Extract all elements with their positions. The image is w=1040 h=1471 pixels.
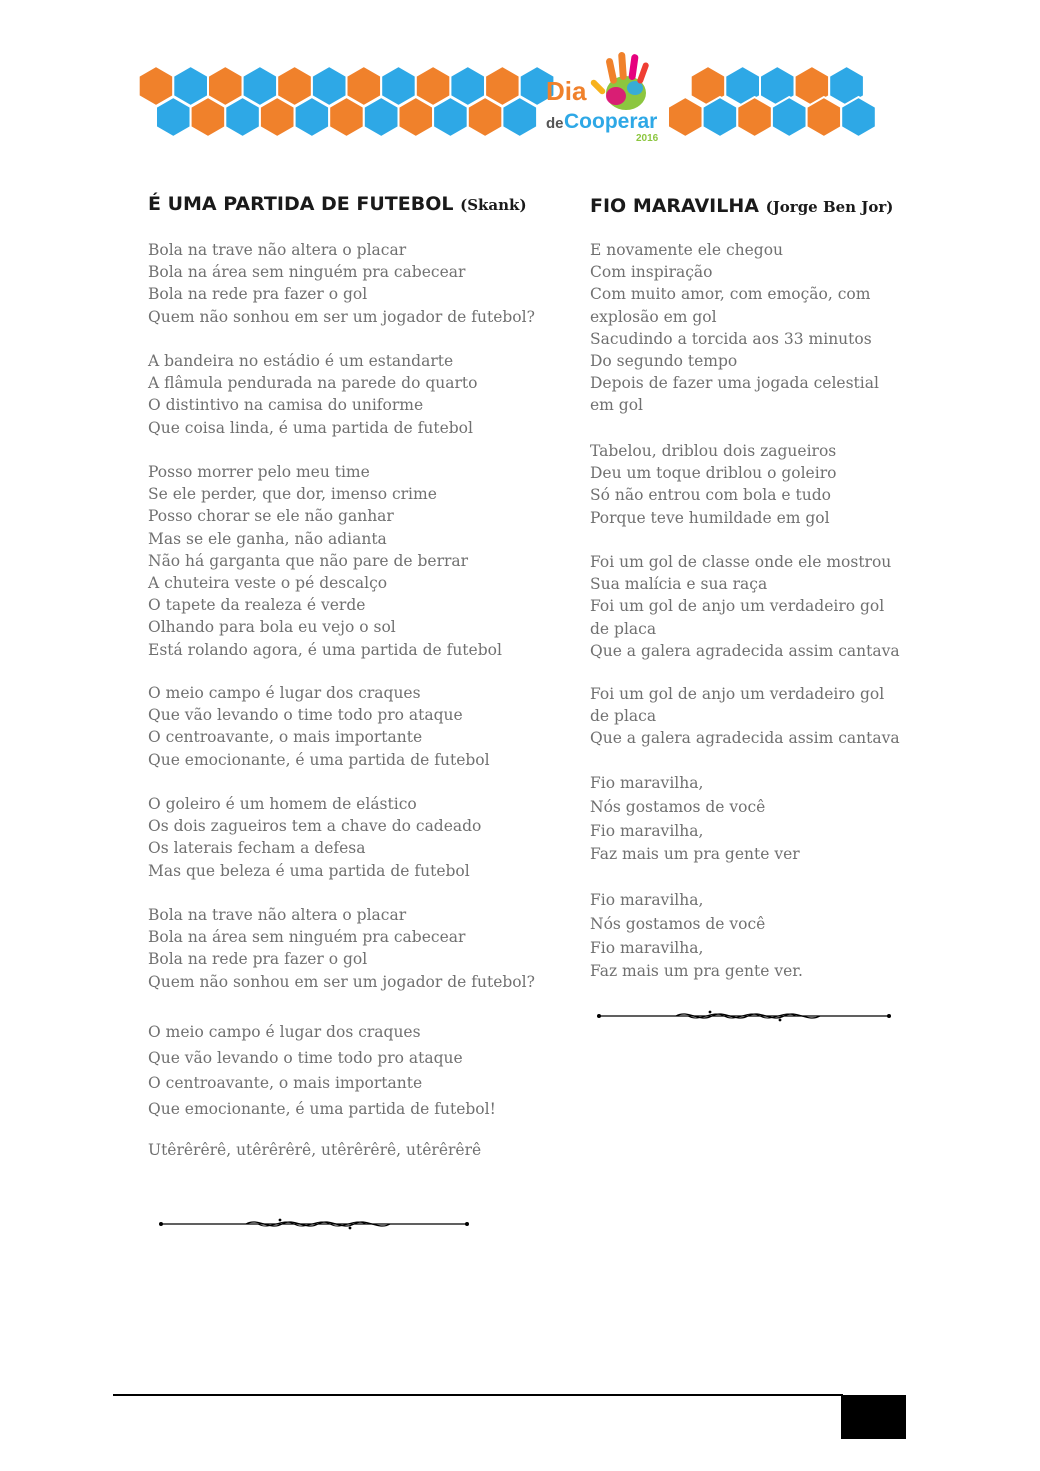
right-song-artist: (Jorge Ben Jor): [765, 198, 894, 216]
footer-page-box: [841, 1395, 906, 1439]
logo-word-cooperar: Cooperar: [564, 110, 658, 133]
hexagon-pattern-right: [668, 66, 876, 137]
left-song-title: [148, 193, 527, 215]
logo-word-dia: Dia: [546, 76, 587, 106]
hexagon-pattern-left: [139, 66, 555, 137]
right-stanza-1: E novamente ele chegou Com inspiração Com muito amor, com emoção, com explosão em gol Sacudindo a torcida aos 33 minutos Do segundo tempo Depois de fazer uma jogada celestial em gol: [590, 241, 879, 415]
hexagon-shape: [399, 97, 434, 137]
hexagon-shape: [225, 97, 260, 137]
left-stanza-6: Bola na trave não altera o placar Bola na área sem ninguém pra cabecear Bola na rede pra fazer o gol Quem não sonhou em ser um jogador de futebol?: [148, 906, 535, 991]
right-ornamental-divider: [596, 1008, 892, 1024]
left-stanza-3: Posso morrer pelo meu time Se ele perder, que dor, imenso crime Posso chorar se ele não ganhar Mas se ele ganha, não adianta Não há garganta que não pare de berrar A chuteira veste o pé descalço O tapete da realeza é verde Olhando para bola eu vejo o sol Está rolando agora, é uma partida de futebol: [148, 463, 502, 659]
hexagon-shape: [703, 97, 738, 137]
right-stanza-3: Foi um gol de classe onde ele mostrou Sua malícia e sua raça Foi um gol de anjo um verdadeiro gol de placa Que a galera agradecida assim cantava: [590, 553, 900, 660]
left-ornamental-divider: [158, 1216, 470, 1232]
left-stanza-8: Utêrêrêrê, utêrêrêrê, utêrêrêrê, utêrêrêrê: [148, 1141, 482, 1159]
hexagon-shape: [364, 97, 399, 137]
hexagon-shape: [502, 97, 537, 137]
right-stanza-5: Fio maravilha, Nós gostamos de você Fio maravilha, Faz mais um pra gente ver: [590, 774, 800, 864]
hexagon-shape: [668, 97, 703, 137]
hexagon-shape: [841, 97, 876, 137]
hexagon-shape: [807, 97, 842, 137]
hexagon-shape: [329, 97, 364, 137]
footer-rule: [113, 1394, 843, 1396]
left-song-artist: (Skank): [460, 196, 527, 214]
left-song-title-text: É UMA PARTIDA DE FUTEBOL: [148, 193, 454, 215]
right-stanza-2: Tabelou, driblou dois zagueiros Deu um toque driblou o goleiro Só não entrou com bola e tudo Porque teve humildade em gol: [590, 442, 837, 527]
colorful-hand-icon: [590, 52, 650, 110]
left-stanza-2: A bandeira no estádio é um estandarte A flâmula pendurada na parede do quarto O distintivo na camisa do uniforme Que coisa linda, é uma partida de futebol: [148, 352, 478, 437]
hexagon-shape: [156, 97, 191, 137]
logo-word-de: de: [546, 115, 564, 132]
dia-de-cooperar-logo: [546, 52, 659, 144]
left-stanza-1: Bola na trave não altera o placar Bola na área sem ninguém pra cabecear Bola na rede pra fazer o gol Quem não sonhou em ser um jogador de futebol?: [148, 241, 535, 326]
hexagon-shape: [433, 97, 468, 137]
hexagon-shape: [191, 97, 226, 137]
right-song-title: [590, 195, 893, 217]
hexagon-shape: [737, 97, 772, 137]
left-stanza-4: O meio campo é lugar dos craques Que vão levando o time todo pro ataque O centroavante, o mais importante Que emocionante, é uma partida de futebol: [148, 684, 490, 769]
left-stanza-5: O goleiro é um homem de elástico Os dois zagueiros tem a chave do cadeado Os laterais fecham a defesa Mas que beleza é uma partida de futebol: [148, 795, 482, 880]
hexagon-shape: [295, 97, 330, 137]
hexagon-shape: [468, 97, 503, 137]
dia-de-cooperar-banner: [138, 48, 894, 148]
logo-year: 2016: [636, 133, 659, 144]
right-stanza-4: Foi um gol de anjo um verdadeiro gol de placa Que a galera agradecida assim cantava: [590, 685, 900, 748]
hexagon-shape: [260, 97, 295, 137]
left-stanza-7: O meio campo é lugar dos craques Que vão levando o time todo pro ataque O centroavante, o mais importante Que emocionante, é uma partida de futebol!: [148, 1023, 496, 1118]
right-song-title-text: FIO MARAVILHA: [590, 195, 759, 217]
right-stanza-6: Fio maravilha, Nós gostamos de você Fio maravilha, Faz mais um pra gente ver.: [590, 891, 803, 981]
hexagon-shape: [772, 97, 807, 137]
